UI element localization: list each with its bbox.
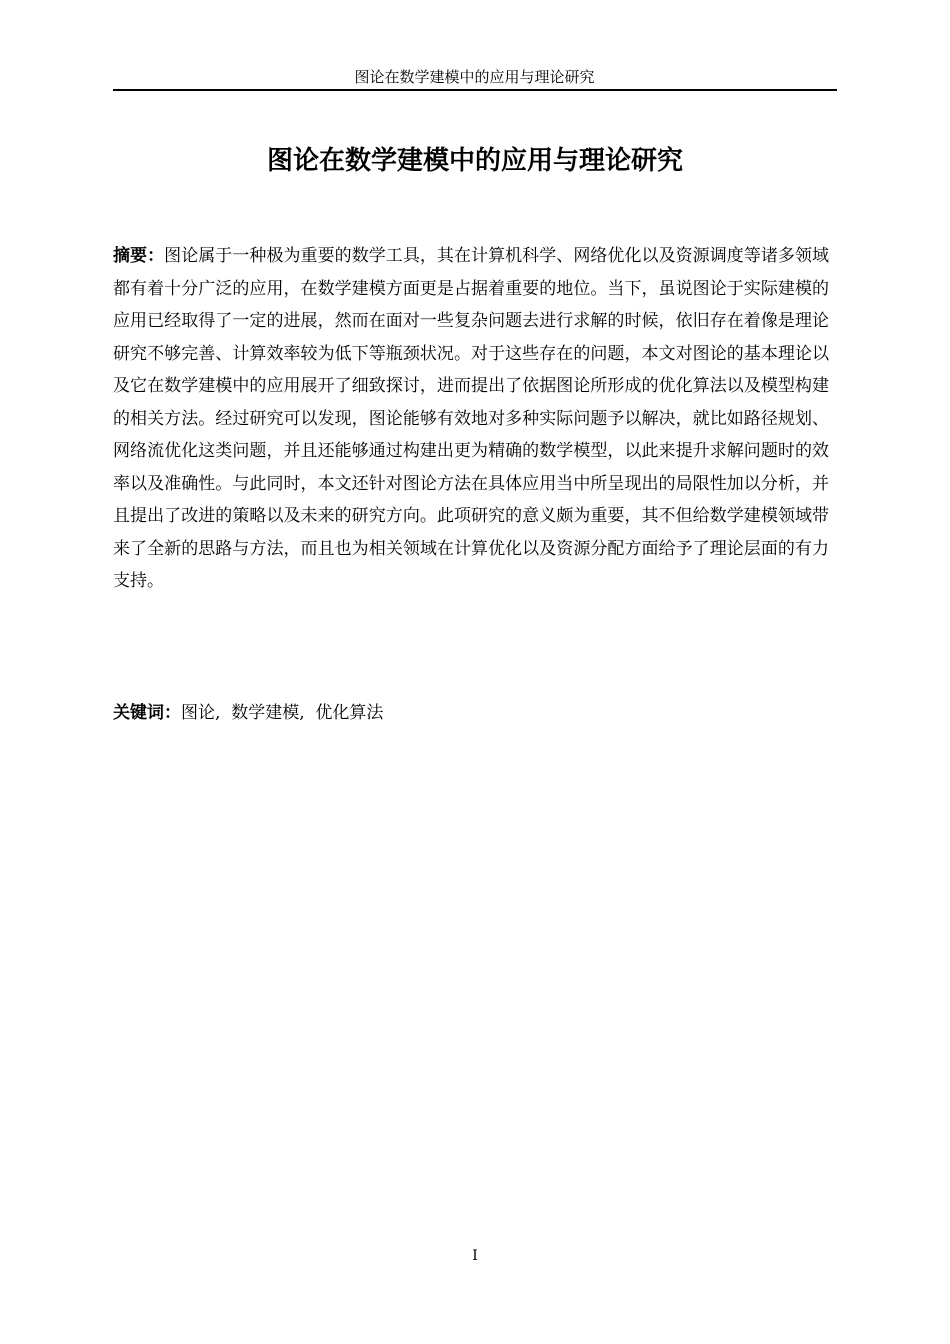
- abstract-text: 图论属于一种极为重要的数学工具，其在计算机科学、网络优化以及资源调度等诸多领域都有着十分广泛的应用，在数学建模方面更是占据着重要的地位。当下，虽说图论于实际建模的应用已经取得了一定的进展，然而在面对一些复杂问题去进行求解的时候，依旧存在着像是理论研究不够完善、计算效率较为低下等瓶颈状况。对于这些存在的问题，本文对图论的基本理论以及它在数学建模中的应用展开了细致探讨，进而提出了依据图论所形成的优化算法以及模型构建的相关方法。经过研究可以发现，图论能够有效地对多种实际问题予以解决，就比如路径规划、网络流优化这类问题，并且还能够通过构建出更为精确的数学模型，以此来提升求解问题时的效率以及准确性。与此同时，本文还针对图论方法在具体应用当中所呈现出的局限性加以分析，并且提出了改进的策略以及未来的研究方向。此项研究的意义颇为重要，其不但给数学建模领域带来了全新的思路与方法，而且也为相关领域在计算优化以及资源分配方面给予了理论层面的有力支持。: [113, 246, 830, 591]
- keywords-text: 图论, 数学建模, 优化算法: [181, 703, 384, 723]
- running-header: 图论在数学建模中的应用与理论研究: [354, 68, 595, 86]
- abstract-label: 摘要：: [113, 246, 165, 266]
- header-rule: [113, 89, 837, 91]
- document-title: 图论在数学建模中的应用与理论研究: [266, 146, 683, 176]
- abstract-paragraph: [113, 240, 829, 598]
- page-number: I: [472, 1248, 478, 1264]
- keywords-label: 关键词：: [113, 703, 181, 723]
- keywords-line: [113, 697, 829, 729]
